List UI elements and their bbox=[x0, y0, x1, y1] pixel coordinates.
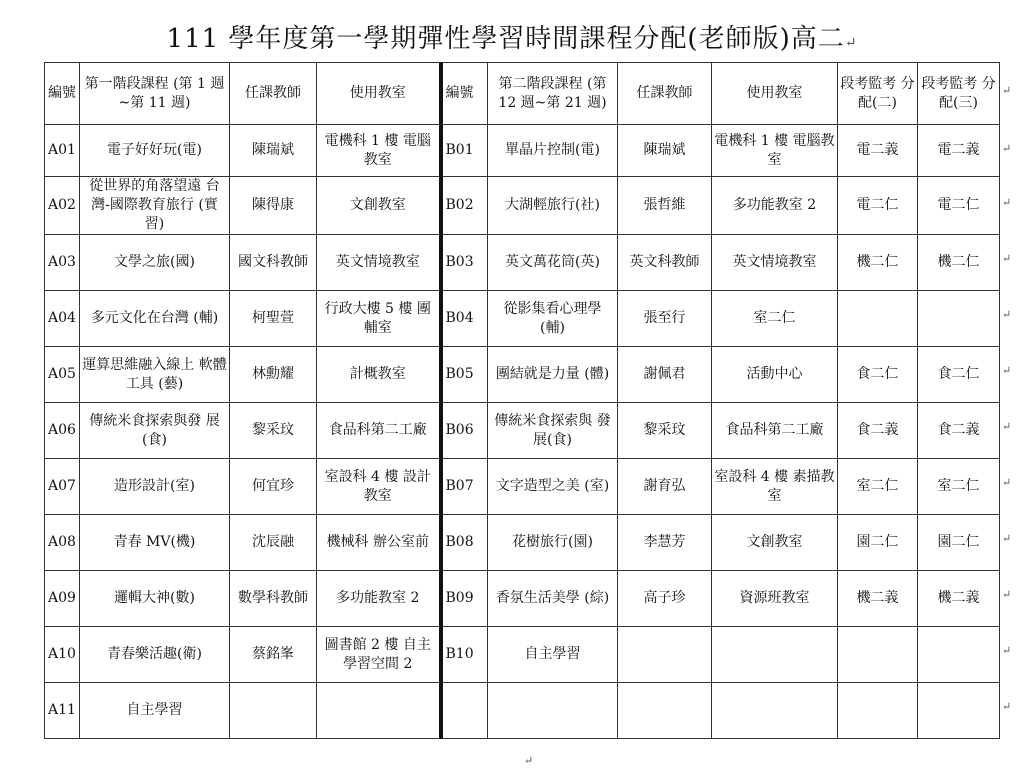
exam-cell: 園二仁 bbox=[918, 515, 1000, 571]
header-code-a: 編號 bbox=[45, 63, 80, 125]
teacher-cell: 張哲維 bbox=[618, 177, 712, 235]
room-cell: 計概教室 bbox=[317, 347, 441, 403]
exam-cell: 機二義 bbox=[918, 571, 1000, 627]
paragraph-mark: ↵ bbox=[1002, 700, 1012, 713]
code-cell: A11 bbox=[45, 683, 80, 739]
teacher-cell: 柯聖萱 bbox=[230, 291, 317, 347]
course-cell: 自主學習 bbox=[80, 683, 230, 739]
exam-cell bbox=[918, 291, 1000, 347]
room-cell: 室設科 4 樓 素描教室 bbox=[712, 459, 838, 515]
table-row bbox=[45, 683, 1000, 739]
paragraph-mark: ↵ bbox=[1002, 476, 1012, 489]
teacher-cell: 蔡銘峯 bbox=[230, 627, 317, 683]
teacher-cell bbox=[618, 683, 712, 739]
course-cell: 文學之旅(國) bbox=[80, 235, 230, 291]
room-cell: 圖書館 2 樓 自主學習空間 2 bbox=[317, 627, 441, 683]
paragraph-mark: ↵ bbox=[1002, 308, 1012, 321]
course-cell: 從世界的角落望遠 台灣-國際教育旅行 (實習) bbox=[80, 177, 230, 235]
exam-cell: 食二仁 bbox=[918, 347, 1000, 403]
teacher-cell: 陳瑞斌 bbox=[618, 125, 712, 177]
room-cell: 行政大樓 5 樓 團輔室 bbox=[317, 291, 441, 347]
room-cell: 多功能教室 2 bbox=[317, 571, 441, 627]
teacher-cell: 陳得康 bbox=[230, 177, 317, 235]
table-row bbox=[45, 125, 1000, 177]
table-row bbox=[45, 515, 1000, 571]
teacher-cell: 數學科教師 bbox=[230, 571, 317, 627]
table-row bbox=[45, 177, 1000, 235]
exam-cell: 室二仁 bbox=[918, 459, 1000, 515]
exam-cell bbox=[838, 291, 918, 347]
room-cell: 電機科 1 樓 電腦教室 bbox=[317, 125, 441, 177]
room-cell: 室二仁 bbox=[712, 291, 838, 347]
code-cell: B09 bbox=[441, 571, 488, 627]
table-row bbox=[45, 571, 1000, 627]
table-row bbox=[45, 235, 1000, 291]
room-cell bbox=[712, 683, 838, 739]
code-cell: A05 bbox=[45, 347, 80, 403]
exam-cell: 園二仁 bbox=[838, 515, 918, 571]
teacher-cell: 黎采玟 bbox=[618, 403, 712, 459]
paragraph-mark: ↵ bbox=[1002, 588, 1012, 601]
course-cell: 香氛生活美學 (綜) bbox=[488, 571, 618, 627]
course-cell: 電子好好玩(電) bbox=[80, 125, 230, 177]
paragraph-mark: ↵ bbox=[1002, 142, 1012, 155]
exam-cell: 機二仁 bbox=[918, 235, 1000, 291]
course-cell: 大湖輕旅行(社) bbox=[488, 177, 618, 235]
table-row bbox=[45, 291, 1000, 347]
teacher-cell: 陳瑞斌 bbox=[230, 125, 317, 177]
teacher-cell: 李慧芳 bbox=[618, 515, 712, 571]
teacher-cell bbox=[618, 627, 712, 683]
code-cell: A06 bbox=[45, 403, 80, 459]
code-cell: A07 bbox=[45, 459, 80, 515]
teacher-cell: 何宜珍 bbox=[230, 459, 317, 515]
paragraph-mark: ↵ bbox=[1002, 532, 1012, 545]
course-table bbox=[44, 62, 1000, 739]
room-cell: 電機科 1 樓 電腦教室 bbox=[712, 125, 838, 177]
code-cell: A09 bbox=[45, 571, 80, 627]
course-cell: 英文萬花筒(英) bbox=[488, 235, 618, 291]
table-row bbox=[45, 347, 1000, 403]
exam-cell: 食二仁 bbox=[838, 347, 918, 403]
code-cell: B02 bbox=[441, 177, 488, 235]
exam-cell: 電二義 bbox=[838, 125, 918, 177]
paragraph-mark: ↵ bbox=[1002, 252, 1012, 265]
exam-cell bbox=[838, 627, 918, 683]
course-cell bbox=[488, 683, 618, 739]
header-stage1: 第一階段課程 (第 1 週~第 11 週) bbox=[80, 63, 230, 125]
code-cell bbox=[441, 683, 488, 739]
paragraph-mark: ↵ bbox=[1002, 364, 1012, 377]
course-cell: 花樹旅行(園) bbox=[488, 515, 618, 571]
teacher-cell: 沈辰融 bbox=[230, 515, 317, 571]
teacher-cell: 國文科教師 bbox=[230, 235, 317, 291]
exam-cell bbox=[918, 627, 1000, 683]
course-cell: 文字造型之美 (室) bbox=[488, 459, 618, 515]
paragraph-mark: ↵ bbox=[1002, 84, 1012, 97]
code-cell: B01 bbox=[441, 125, 488, 177]
course-cell: 多元文化在台灣 (輔) bbox=[80, 291, 230, 347]
exam-cell: 食二義 bbox=[838, 403, 918, 459]
header-row bbox=[45, 63, 1000, 125]
code-cell: A08 bbox=[45, 515, 80, 571]
course-cell: 青春 MV(機) bbox=[80, 515, 230, 571]
paragraph-mark: ↵ bbox=[844, 35, 858, 51]
room-cell bbox=[317, 683, 441, 739]
header-exam2: 段考監考 分配(二) bbox=[838, 63, 918, 125]
exam-cell: 電二義 bbox=[918, 125, 1000, 177]
exam-cell bbox=[918, 683, 1000, 739]
header-teacher-a: 任課教師 bbox=[230, 63, 317, 125]
teacher-cell: 黎采玟 bbox=[230, 403, 317, 459]
room-cell: 資源班教室 bbox=[712, 571, 838, 627]
code-cell: B10 bbox=[441, 627, 488, 683]
header-room-a: 使用教室 bbox=[317, 63, 441, 125]
exam-cell: 電二仁 bbox=[918, 177, 1000, 235]
room-cell bbox=[712, 627, 838, 683]
course-cell: 造形設計(室) bbox=[80, 459, 230, 515]
room-cell: 機械科 辦公室前 bbox=[317, 515, 441, 571]
table-row bbox=[45, 403, 1000, 459]
exam-cell: 食二義 bbox=[918, 403, 1000, 459]
table-row bbox=[45, 627, 1000, 683]
paragraph-mark: ↵ bbox=[524, 754, 534, 767]
teacher-cell: 謝育弘 bbox=[618, 459, 712, 515]
paragraph-mark: ↵ bbox=[1002, 420, 1012, 433]
header-stage2: 第二階段課程 (第 12 週~第 21 週) bbox=[488, 63, 618, 125]
page-title bbox=[0, 18, 1024, 55]
room-cell: 文創教室 bbox=[712, 515, 838, 571]
teacher-cell: 張至行 bbox=[618, 291, 712, 347]
course-cell: 從影集看心理學 (輔) bbox=[488, 291, 618, 347]
room-cell: 英文情境教室 bbox=[712, 235, 838, 291]
course-cell: 自主學習 bbox=[488, 627, 618, 683]
title-text: 111 學年度第一學期彈性學習時間課程分配(老師版)高二 bbox=[166, 24, 845, 54]
header-exam3: 段考監考 分配(三) bbox=[918, 63, 1000, 125]
code-cell: B06 bbox=[441, 403, 488, 459]
code-cell: B03 bbox=[441, 235, 488, 291]
course-cell: 青春樂活趣(衛) bbox=[80, 627, 230, 683]
code-cell: A02 bbox=[45, 177, 80, 235]
header-room-b: 使用教室 bbox=[712, 63, 838, 125]
header-code-b: 編號 bbox=[441, 63, 488, 125]
exam-cell: 室二仁 bbox=[838, 459, 918, 515]
course-cell: 運算思維融入線上 軟體工具 (藝) bbox=[80, 347, 230, 403]
teacher-cell: 英文科教師 bbox=[618, 235, 712, 291]
teacher-cell bbox=[230, 683, 317, 739]
exam-cell: 機二義 bbox=[838, 571, 918, 627]
table-row bbox=[45, 459, 1000, 515]
code-cell: A10 bbox=[45, 627, 80, 683]
room-cell: 多功能教室 2 bbox=[712, 177, 838, 235]
code-cell: A04 bbox=[45, 291, 80, 347]
teacher-cell: 謝佩君 bbox=[618, 347, 712, 403]
paragraph-mark: ↵ bbox=[1002, 196, 1012, 209]
teacher-cell: 高子珍 bbox=[618, 571, 712, 627]
course-cell: 傳統米食探索與 發展(食) bbox=[488, 403, 618, 459]
paragraph-mark: ↵ bbox=[1002, 644, 1012, 657]
code-cell: B08 bbox=[441, 515, 488, 571]
room-cell: 英文情境教室 bbox=[317, 235, 441, 291]
room-cell: 文創教室 bbox=[317, 177, 441, 235]
room-cell: 食品科第二工廠 bbox=[317, 403, 441, 459]
code-cell: B07 bbox=[441, 459, 488, 515]
teacher-cell: 林勳耀 bbox=[230, 347, 317, 403]
room-cell: 活動中心 bbox=[712, 347, 838, 403]
course-cell: 邏輯大神(數) bbox=[80, 571, 230, 627]
code-cell: B04 bbox=[441, 291, 488, 347]
code-cell: A03 bbox=[45, 235, 80, 291]
room-cell: 食品科第二工廠 bbox=[712, 403, 838, 459]
header-teacher-b: 任課教師 bbox=[618, 63, 712, 125]
exam-cell bbox=[838, 683, 918, 739]
room-cell: 室設科 4 樓 設計教室 bbox=[317, 459, 441, 515]
code-cell: B05 bbox=[441, 347, 488, 403]
course-cell: 單晶片控制(電) bbox=[488, 125, 618, 177]
code-cell: A01 bbox=[45, 125, 80, 177]
course-cell: 傳統米食探索與發 展(食) bbox=[80, 403, 230, 459]
course-cell: 團結就是力量 (體) bbox=[488, 347, 618, 403]
exam-cell: 機二仁 bbox=[838, 235, 918, 291]
table-body bbox=[45, 125, 1000, 739]
exam-cell: 電二仁 bbox=[838, 177, 918, 235]
